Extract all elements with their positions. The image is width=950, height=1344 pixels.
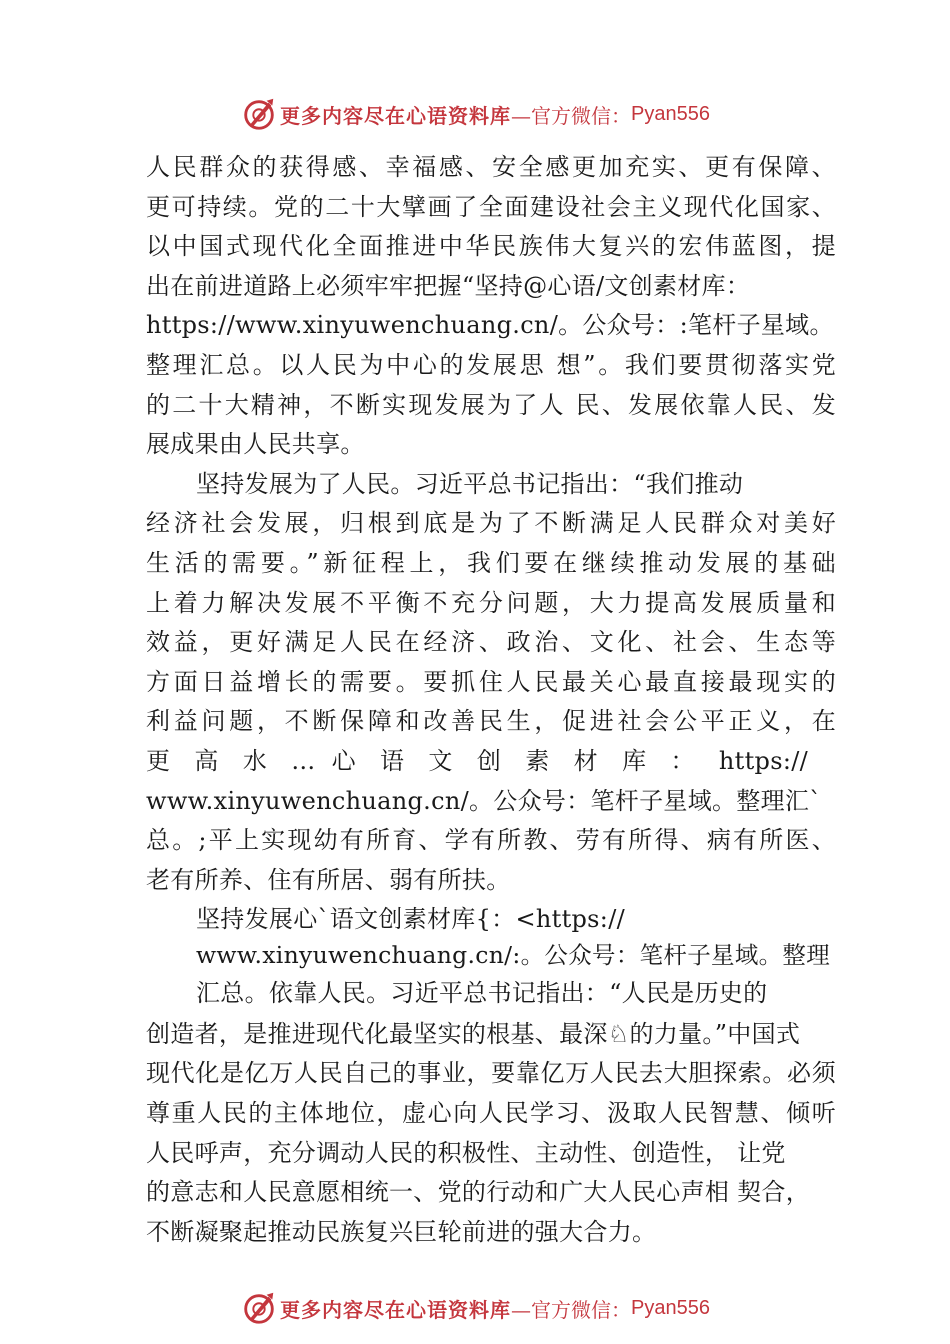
text-line: 以中国式现代化全面推进中华民族伟大复兴的宏伟蓝图，提 xyxy=(146,232,836,261)
text-line: 坚持发展心`语文创素材库{：<https:// xyxy=(196,905,625,934)
paragraph-2 xyxy=(146,465,836,901)
text-line: 生活的需要。”新征程上，我们要在继续推动发展的基础 xyxy=(146,548,836,577)
text-line: 总。;平上实现幼有所育、学有所教、劳有所得、病有所医、 xyxy=(146,826,836,855)
text-line: 利益问题，不断保障和改善民生，促进社会公平正义，在 xyxy=(146,707,836,736)
text-line: 的二十大精神，不断实现发展为了人 民、发展依靠人民、发 xyxy=(146,390,836,419)
header-banner-title: 更多内容尽在心语资料库 xyxy=(280,103,512,128)
document-body xyxy=(146,148,836,1252)
text-line: 汇总。依靠人民。习近平总书记指出：“人民是历史的 xyxy=(196,978,768,1007)
text-line: 人民呼声，充分调动人民的积极性、主动性、创造性， 让党 xyxy=(146,1138,786,1167)
footer-banner xyxy=(0,1288,950,1328)
text-line: 整理汇总。以人民为中心的发展思 想”。我们要贯彻落实党 xyxy=(146,350,836,379)
text-line: www.xinyuwenchuang.cn/:。公众号：笔杆子星域。整理 xyxy=(196,940,831,969)
text-line: 不断凝聚起推动民族复兴巨轮前进的强大合力。 xyxy=(146,1217,657,1246)
text-line: https://www.xinyuwenchuang.cn/。公众号：:笔杆子星域。 xyxy=(146,311,834,340)
text-line: 出在前进道路上必须牢牢把握“坚持@心语/文创素材库： xyxy=(146,271,751,300)
text-line: 效益，更好满足人民在经济、政治、文化、社会、生态等 xyxy=(146,628,836,657)
footer-banner-title: 更多内容尽在心语资料库 xyxy=(280,1297,512,1322)
text-line: 现代化是亿万人民自己的事业，要靠亿万人民去大胆探索。必须 xyxy=(146,1059,836,1088)
footer-banner-id: Pyan556 xyxy=(631,1296,710,1319)
footer-banner-tail: —官方微信： xyxy=(511,1297,632,1322)
logo-icon xyxy=(240,95,278,133)
text-line: 创造者，是推进现代化最坚实的根基、最深♘的力量。”中国式 xyxy=(146,1019,801,1048)
text-line: 人民群众的获得感、幸福感、安全感更加充实、更有保障、 xyxy=(146,153,836,181)
header-banner xyxy=(0,94,950,134)
text-line: 更可持续。党的二十大擘画了全面建设社会主义现代化国家、 xyxy=(146,192,836,221)
paragraph-3 xyxy=(146,900,836,1252)
text-line: 方面日益增长的需要。要抓住人民最关心最直接最现实的 xyxy=(146,667,836,696)
header-banner-id: Pyan556 xyxy=(631,102,710,125)
text-line: 经济社会发展，归根到底是为了不断满足人民群众对美好 xyxy=(146,509,836,538)
text-line: 的意志和人民意愿相统一、党的行动和广大人民心声相 契合， xyxy=(146,1178,811,1207)
text-line: www.xinyuwenchuang.cn/。公众号：笔杆子星域。整理汇` xyxy=(146,786,822,815)
paragraph-1 xyxy=(146,148,836,465)
text-line: 坚持发展为了人民。习近平总书记指出：“我们推动 xyxy=(196,469,744,498)
text-line: 展成果由人民共享。 xyxy=(146,430,365,459)
text-line: 尊重人民的主体地位，虚心向人民学习、汲取人民智慧、倾听 xyxy=(146,1099,836,1128)
text-line: 更 高 水 … 心 语 文 创 素 材 库 ： https:// xyxy=(146,746,808,775)
logo-icon xyxy=(240,1289,278,1327)
header-banner-tail: —官方微信： xyxy=(511,103,632,128)
text-line: 老有所养、住有所居、弱有所扶。 xyxy=(146,865,511,894)
text-line: 上着力解决发展不平衡不充分问题，大力提高发展质量和 xyxy=(146,588,836,617)
